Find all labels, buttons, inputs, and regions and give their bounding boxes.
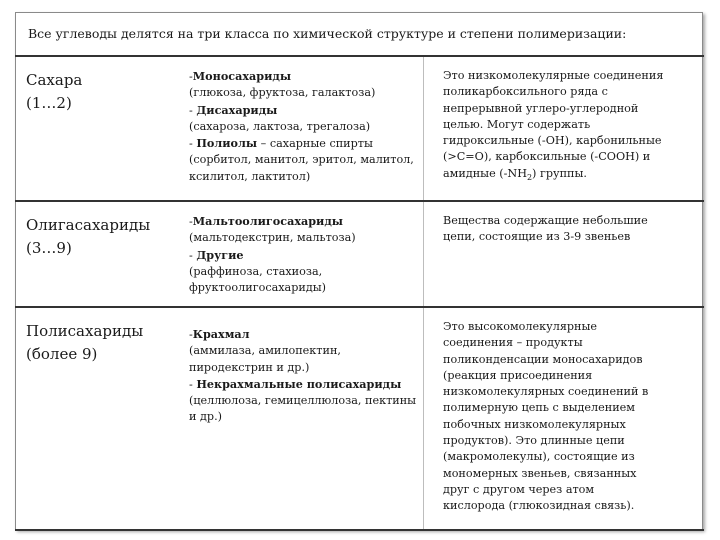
class-description: Вещества содержащие небольшие цепи, состоящие из 3-9 звеньев — [443, 214, 648, 244]
class-cell — [15, 201, 173, 307]
subclass-examples: (мальтодекстрин, мальтоза) — [189, 231, 356, 245]
class-description: Это высокомолекулярные соединения – продукты поликонденсации моносахаридов (реакция присоединения низкомолекулярных соединений в полимерную цепь с выделением побочных низкомолекулярных продуктов). Это длинные цепи (макромолекулы), состоящие из мономерных звеньев, связанных друг с другом через атом кислорода (глюкозидная связь). — [443, 320, 649, 513]
subclass-examples: (аммилаза, амилопектин, пиродекстрин и др.) — [189, 344, 341, 374]
class-name: Полисахариды — [26, 322, 144, 340]
subclass-examples: (сахароза, лактоза, трегалоза) — [189, 119, 371, 133]
class-cell — [15, 307, 173, 530]
class-cell — [15, 56, 173, 201]
carbohydrate-table — [15, 55, 704, 531]
polymerization-degree: (более 9) — [26, 345, 98, 363]
subclass-examples: (глюкоза, фруктоза, галактоза) — [189, 86, 376, 100]
description-cell — [424, 56, 705, 201]
subclass-name: Другие — [196, 247, 244, 262]
subclass-name: Полиолы — [196, 136, 258, 151]
slide-heading: Все углеводы делятся на три класса по химической структуре и степени полимеризации: — [28, 26, 627, 41]
polymerization-degree: (1…2) — [26, 94, 72, 112]
subclass-name: Крахмал — [192, 327, 250, 341]
examples-cell: -Моносахариды (глюкоза, фруктоза, галактоза) - Дисахариды (сахароза, лактоза, трегалоза) - Полиолы – сахарные спирты (сорбитол, манитол, эритол, малитол, ксилитол, лактитол) — [173, 56, 424, 201]
subclass-name: Некрахмальные полисахариды — [196, 376, 402, 391]
class-name: Олигасахариды — [26, 216, 151, 234]
subclass-examples: (раффиноза, стахиоза, фруктоолигосахариды) — [189, 264, 327, 295]
subclass-examples: (целлюлоза, гемицеллюлоза, пектины и др.) — [189, 394, 417, 424]
table-row — [15, 307, 704, 530]
class-description: Это низкомолекулярные соединения поликарбоксильного ряда с непрерывной углеро-углеродной целью. Могут содержать гидроксильные (-OH), карбонильные (>C=O), карбоксильные (-COOH) и амидные $(-NH_2)$ группы. — [443, 69, 664, 183]
description-cell — [424, 307, 705, 530]
polymerization-degree: (3…9) — [26, 239, 72, 257]
examples-cell: -Мальтоолигосахариды (мальтодекстрин, мальтоза) - Другие (раффиноза, стахиоза, фруктоолигосахариды) — [173, 201, 424, 307]
subclass-name: Мальтоолигосахариды — [192, 214, 344, 228]
subclass-examples: (сорбитол, манитол, эритол, малитол, ксилитол, лактитол) — [189, 153, 414, 183]
subclass-name: Моносахариды — [192, 69, 292, 83]
subclass-name: Дисахариды — [196, 102, 278, 117]
class-name: Сахара — [26, 71, 83, 89]
description-cell — [424, 201, 705, 307]
examples-cell: -Крахмал (аммилаза, амилопектин, пиродекстрин и др.) - Некрахмальные полисахариды (целлюлоза, гемицеллюлоза, пектины и др.) — [173, 307, 424, 530]
table-row — [15, 56, 704, 201]
table-row — [15, 201, 704, 307]
